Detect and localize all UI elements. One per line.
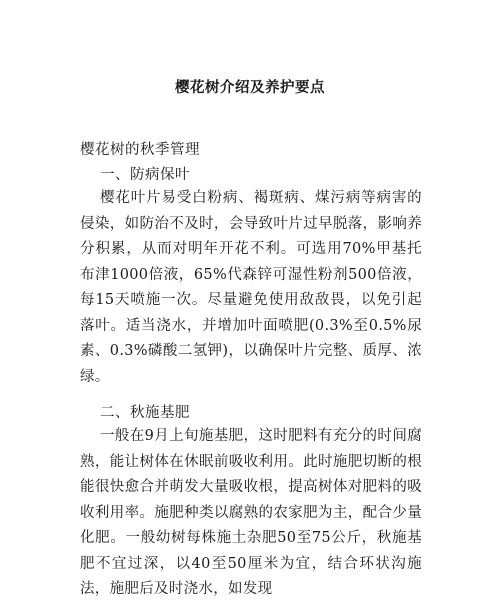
subsection-heading-disease-prevention: 一、防病保叶 [100, 167, 190, 183]
document-title: 樱花树介绍及养护要点 [175, 79, 325, 96]
subsection-heading-autumn-fertilizer: 二、秋施基肥 [100, 405, 190, 421]
paragraph-autumn-fertilizer: 一般在9月上旬施基肥，这时肥料有充分的时间腐熟，能让树体在休眠前吸收利用。此时施肥切断的根能很快愈合并萌发大量吸收根，提高树体对肥料的吸收利用率。施肥种类以腐熟的农家肥为主，配合少量化肥。一般幼树每株施土杂肥50至75公斤，秋施基肥不宜过深，以40至50厘米为宜，结合环状沟施法，施肥后及时浇水，如发现 [80, 428, 422, 597]
paragraph-disease-prevention: 樱花叶片易受白粉病、褐斑病、煤污病等病害的侵染，如防治不及时，会导致叶片过早脱落，影响养分积累，从而对明年开花不利。可选用70%甲基托布津1000倍液，65%代森锌可湿性粉剂500倍液，每15天喷施一次。尽量避免使用敌敌畏，以免引起落叶。适当浇水，并增加叶面喷肥(0.3%至0.5%尿素、0.3%磷酸二氢钾)，以确保叶片完整、质厚、浓绿。 [80, 190, 422, 385]
section-title: 樱花树的秋季管理 [80, 142, 200, 158]
